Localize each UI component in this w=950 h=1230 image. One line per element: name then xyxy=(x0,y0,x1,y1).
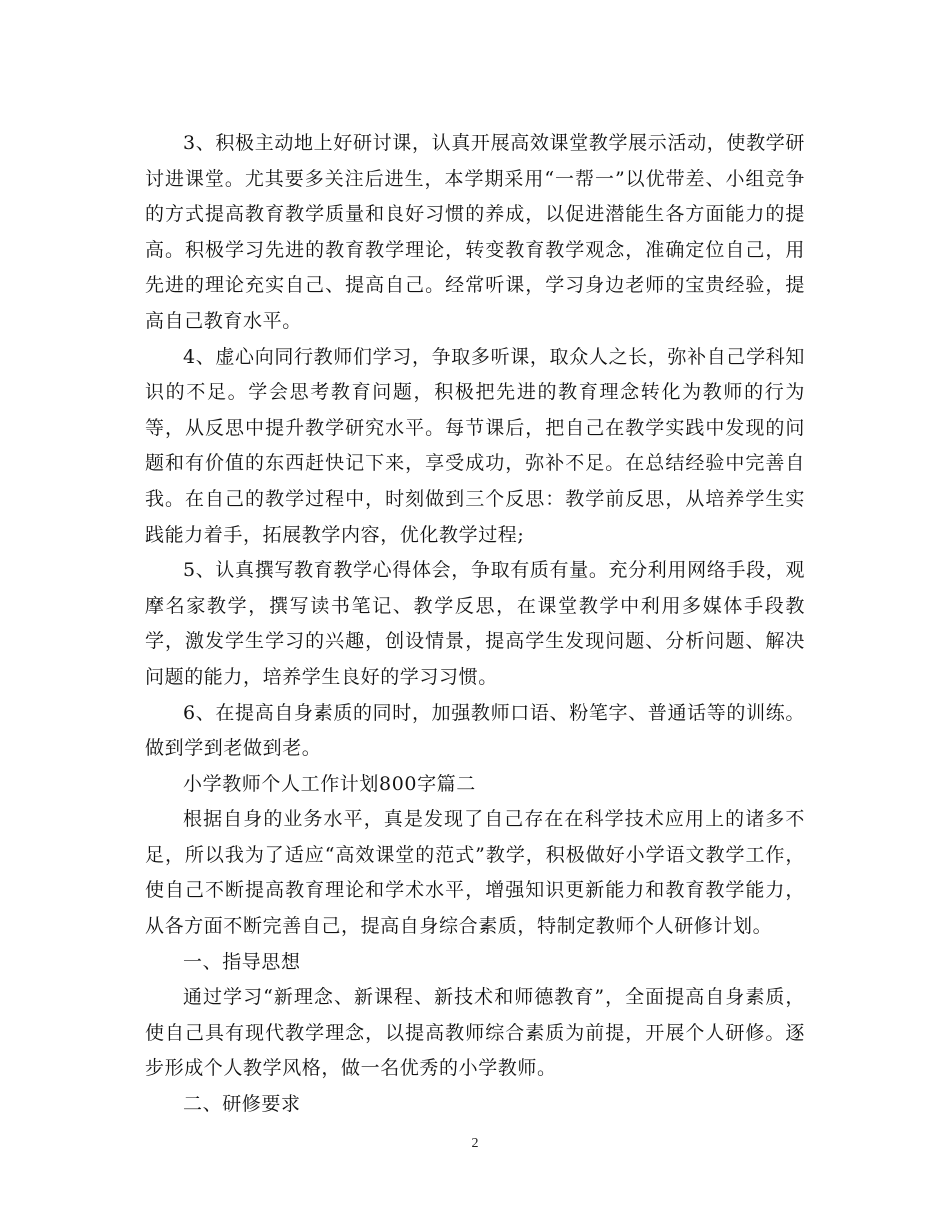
paragraph-item-4: 4、虚心向同行教师们学习，争取多听课，取众人之长，弥补自己学科知识的不足。学会思考教育问题，积极把先进的教育理念转化为教师的行为等，从反思中提升教学研究水平。每节课后，把自己在教学实践中发现的问题和有价值的东西赶快记下来，享受成功，弥补不足。在总结经验中完善自我。在自己的教学过程中，时刻做到三个反思：教学前反思，从培养学生实践能力着手，拓展教学内容，优化教学过程; xyxy=(145,345,805,546)
page-number: 2 xyxy=(471,1136,479,1151)
section-heading-requirements: 二、研修要求 xyxy=(183,1093,301,1116)
paragraph-item-5: 5、认真撰写教育教学心得体会，争取有质有量。充分利用网络手段，观摩名家教学，撰写读书笔记、教学反思，在课堂教学中利用多媒体手段教学，激发学生学习的兴趣，创设情景，提高学生发现问题、分析问题、解决问题的能力，培养学生良好的学习习惯。 xyxy=(145,559,805,688)
paragraph-item-6: 6、在提高自身素质的同时，加强教师口语、粉笔字、普通话等的训练。做到学到老做到老。 xyxy=(145,701,805,760)
paragraph-guiding-thought: 通过学习“新理念、新课程、新技术和师德教育”，全面提高自身素质，使自己具有现代教学理念，以提高教师综合素质为前提，开展个人研修。逐步形成个人教学风格，做一名优秀的小学教师。 xyxy=(145,986,805,1080)
section-heading-part-two: 小学教师个人工作计划800字篇二 xyxy=(183,772,476,795)
document-body xyxy=(145,126,805,1123)
paragraph-item-3: 3、积极主动地上好研讨课，认真开展高效课堂教学展示活动，使教学研讨进课堂。尤其要多关注后进生，本学期采用“一帮一”以优带差、小组竞争的方式提高教育教学质量和良好习惯的养成，以促进潜能生各方面能力的提高。积极学习先进的教育教学理论，转变教育教学观念，准确定位自己，用先进的理论充实自己、提高自己。经常听课，学习身边老师的宝贵经验，提高自己教育水平。 xyxy=(145,132,805,332)
section-heading-guiding-thought: 一、指导思想 xyxy=(183,950,301,973)
paragraph-intro: 根据自身的业务水平，真是发现了自己存在在科学技术应用上的诸多不足，所以我为了适应“高效课堂的范式”教学，积极做好小学语文教学工作，使自己不断提高教育理论和学术水平，增强知识更新能力和教育教学能力，从各方面不断完善自己，提高自身综合素质，特制定教师个人研修计划。 xyxy=(145,808,805,938)
